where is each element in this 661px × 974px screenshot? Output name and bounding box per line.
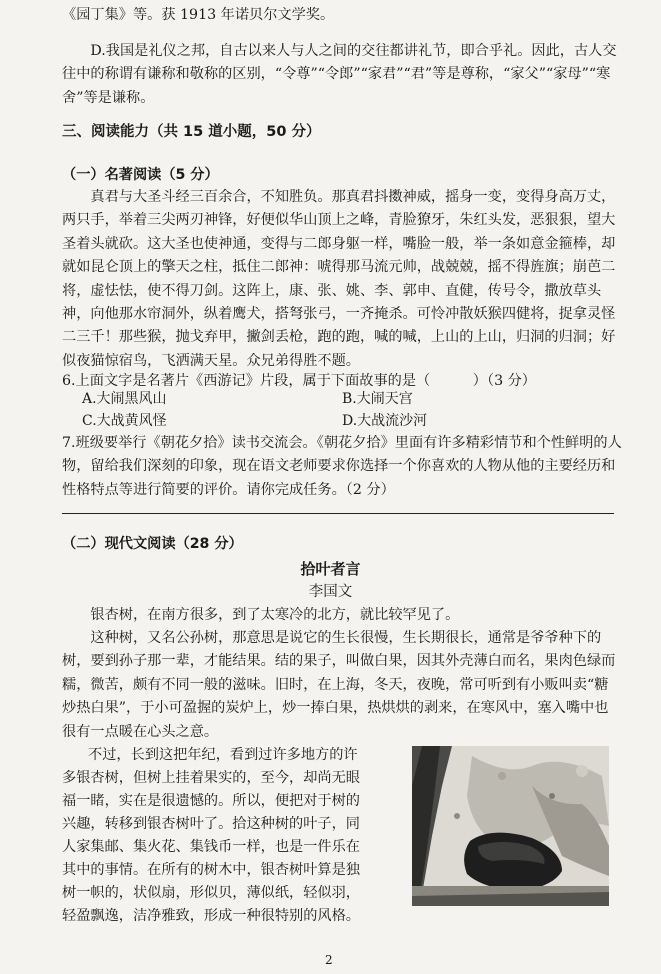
question-6: 6.上面文字是名著片《西游记》片段，属于下面故事的是（ ）（3 分） — [62, 373, 536, 389]
prev-line: 《园丁集》等。获 1913 年诺贝尔文学奖。 — [62, 7, 335, 23]
passage-xiyouji: 真君与大圣斗经三百余合，不知胜负。那真君抖擞神威，摇身一变，变得身高万丈，两只手，举着三尖两刃神锋，好便似华山顶上之峰，青脸獠牙，朱红头发，恶狠狠，望大圣着头就砍。这大圣也使神通，变得与二郎身躯一样，嘴脸一般，举一条如意金箍棒，却就如昆仑顶上的擎天之柱，抵住二郎神：唬得那马流元帅，战兢兢，摇不得旌旗；崩芭二将，虚怯怯，使不得刀剑。这阵上，康、张、姚、李、郭申、直健，传号令，撒放草头神，向他那水帘洞外，纵着鹰犬，搭弩张弓，一齐掩杀。可怜冲散妖猴四健将，捉拿灵怪二三千！那些猴，抛戈弃甲，撇剑丢枪，跑的跑，喊的喊，上山的上山，归洞的归洞；好似夜猫惊宿鸟，飞洒满天星。众兄弟得胜不题。 — [62, 189, 616, 369]
section-heading: 三、阅读能力（共 15 道小题，50 分） — [62, 124, 321, 140]
paragraph-3-line: 树一帜的，状似扇，形似贝，薄似纸，轻似羽， — [62, 885, 360, 901]
question-7: 7.班级要举行《朝花夕拾》读书交流会。《朝花夕拾》里面有许多精彩情节和个性鲜明的人物，留给我们深刻的印象，现在语文老师要求你选择一个你喜欢的人物从他的主要经历和性格特点等进行简要的评价。请你完成任务。（2 分） — [62, 435, 622, 498]
article-title: 拾叶者言 — [300, 560, 361, 578]
paragraph-3-line: 多银杏树，但树上挂着果实的，至今，却尚无眼 — [62, 770, 360, 786]
paragraph-3-line: 轻盈飘逸，洁净雅致，形成一种很特别的风格。 — [62, 908, 360, 924]
divider — [62, 513, 614, 514]
option-c: C.大战黄风怪 — [82, 413, 167, 429]
option-a: A.大闹黑风山 — [82, 391, 167, 407]
paragraph-1: 银杏树，在南方很多，到了太寒冷的北方，就比较罕见了。 — [90, 607, 460, 623]
part2-heading: （二）现代文阅读（28 分） — [62, 536, 243, 552]
paragraph-2: 这种树，又名公孙树，那意思是说它的生长很慢，生长期很长，通常是爷爷种下的树，要到孙子那一辈，才能结果。结的果子，叫做白果，因其外壳薄白而名，果肉色绿而糯，微苦，颇有不同一般的滋味。旧时，在上海，冬天，夜晚，常可听到有小贩叫卖“糖炒热白果”，于小可盈握的炭炉上，炒一捧白果，热烘烘的剥来，在寒风中，塞入嘴中也很有一点暖在心头之意。 — [62, 630, 616, 740]
paragraph-3-line: 兴趣，转移到银杏树叶了。拾这种树的叶子，同 — [62, 816, 360, 832]
paragraph-3-line: 福一睹，实在是很遗憾的。所以，便把对于树的 — [62, 793, 360, 809]
page-number: 2 — [325, 953, 333, 967]
paragraph-3-line: 其中的事情。在所有的树木中，银杏树叶算是独 — [62, 862, 360, 878]
option-d-choice: D.大战流沙河 — [342, 413, 428, 429]
part1-heading: （一）名著阅读（5 分） — [62, 167, 219, 183]
option-d: D.我国是礼仪之邦，自古以来人与人之间的交往都讲礼节，即合乎礼。因此，古人交往中的称谓有谦称和敬称的区别，“令尊”“令郎”“家君”“君”等是尊称，“家父”“家母”“寒舍”等是谦称。 — [62, 43, 617, 106]
ginkgo-photo-icon — [412, 746, 609, 906]
paragraph-3-line: 人家集邮、集火花、集钱币一样，也是一件乐在 — [62, 839, 360, 855]
paragraph-3-line: 不过，长到这把年纪，看到过许多地方的许 — [88, 747, 358, 763]
article-author: 李国文 — [308, 584, 353, 600]
option-b: B.大闹天宫 — [342, 391, 413, 407]
